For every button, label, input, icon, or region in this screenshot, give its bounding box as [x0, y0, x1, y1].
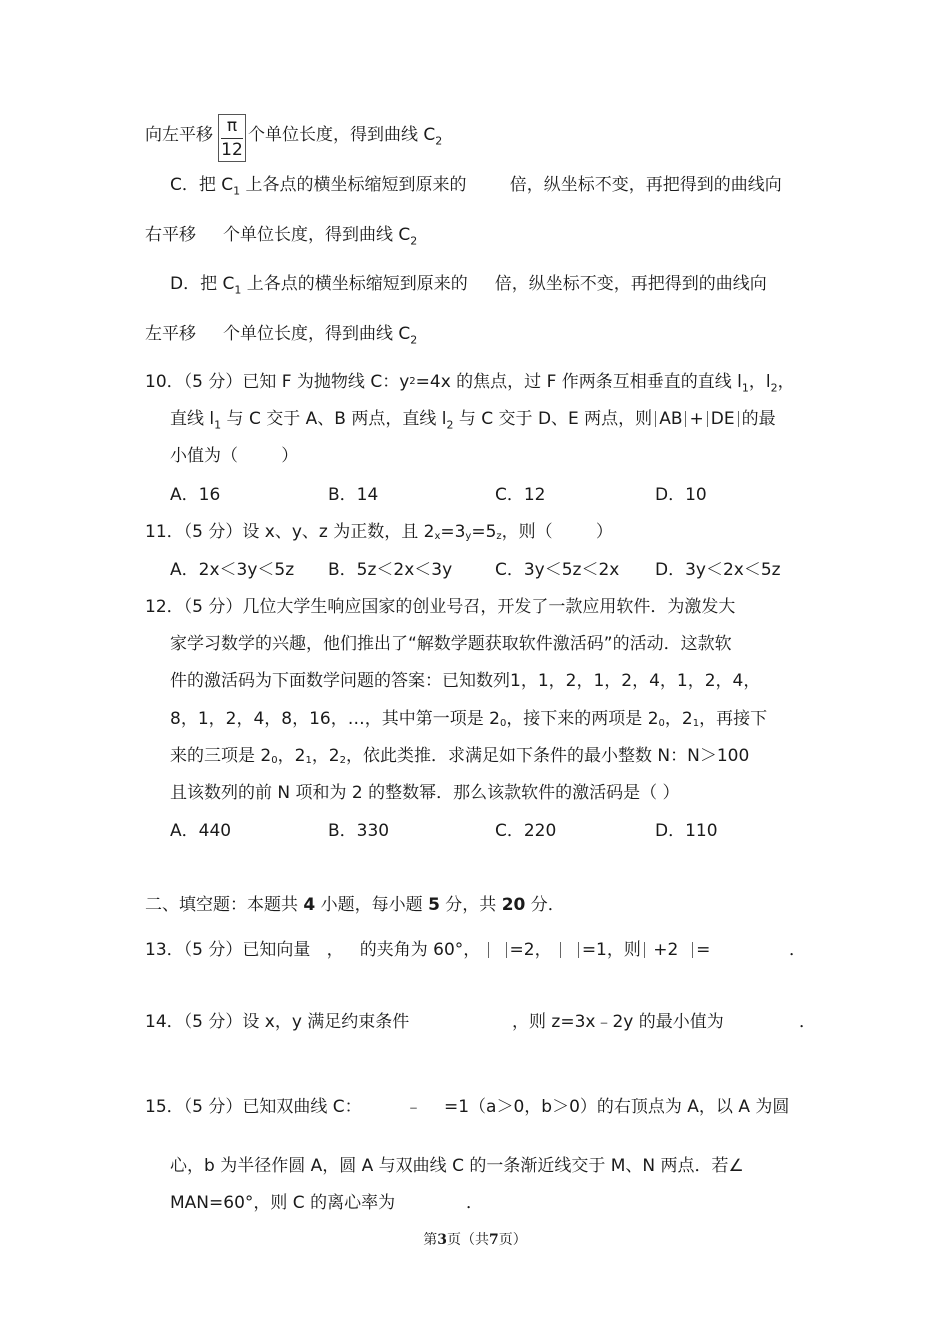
text: 20	[501, 895, 526, 915]
page-total: 7	[489, 1232, 499, 1248]
text: =5	[471, 522, 497, 542]
text: ，2	[664, 709, 693, 729]
text: =	[696, 940, 711, 960]
exponent: 0	[499, 718, 507, 729]
text: 直线 l	[170, 409, 215, 429]
text: =4x 的焦点，过 F 作两条互相垂直的直线 l	[415, 372, 742, 392]
abs-bar	[685, 411, 686, 427]
exponent: 0	[271, 755, 278, 766]
q14-stem: 14．（5 分）设 x，y 满足约束条件	[145, 1012, 410, 1032]
q11-option-b: B．5z＜2x＜3y	[328, 560, 453, 580]
option-c-line1	[170, 174, 782, 196]
text: AB	[659, 409, 683, 429]
option-d-line1	[170, 273, 767, 295]
abs-bar	[488, 942, 489, 958]
text: 分，共	[439, 895, 502, 915]
option-b-line2	[145, 124, 213, 146]
text: ，依此类推．求满足如下条件的最小整数 N：N＞100	[346, 746, 750, 766]
fraction-bar	[221, 138, 243, 139]
text: 来的三项是 2	[170, 746, 272, 766]
text: 上各点的横坐标缩短到原来的 倍，纵坐标不变，再把得到的曲线向	[241, 274, 767, 294]
text: =1，则	[581, 940, 641, 960]
text: ，则（ ）	[501, 522, 613, 542]
abs-bar	[738, 411, 739, 427]
text: 分．	[525, 895, 565, 915]
q15-minus: ﹣	[405, 1097, 422, 1117]
subscript: 1	[741, 381, 749, 395]
exponent: z	[496, 531, 502, 542]
superscript: 2	[409, 376, 416, 387]
q12-line3: 件的激活码为下面数学问题的答案：已知数列1，1，2，1，2，4，1，2，4，	[170, 671, 761, 691]
exponent: 2	[339, 755, 347, 766]
exponent: y	[465, 531, 472, 542]
subscript: 2	[410, 333, 418, 347]
q11-option-a: A．2x＜3y＜5z	[170, 560, 295, 580]
text: ，接下来的两项是 2	[506, 709, 659, 729]
text: =2，	[509, 940, 552, 960]
q15-line1a: 15．（5 分）已知双曲线 C：	[145, 1097, 362, 1117]
fraction-numerator: π	[226, 116, 238, 136]
text: 13．（5 分）已知向量 ， 的夹角为 60°，	[145, 940, 481, 960]
text: DE	[710, 409, 735, 429]
text: 小题，每小题	[315, 895, 429, 915]
text: 向左平移	[145, 125, 213, 145]
page-footer	[0, 1229, 950, 1249]
subscript: 1	[234, 283, 242, 297]
text: ，l	[748, 372, 771, 392]
text: +	[689, 409, 704, 429]
q15-line1c: =1（a＞0，b＞0）的右顶点为 A，以 A 为圆	[444, 1097, 790, 1117]
text: 与 C 交于 D、E 两点，则	[453, 409, 653, 429]
q12-option-d: D．110	[655, 821, 718, 841]
subscript: 1	[214, 418, 222, 432]
text: ，再接下	[699, 709, 768, 729]
q14-stem-rest: ，则 z=3x﹣2y 的最小值为	[512, 1012, 724, 1032]
abs-bar	[560, 942, 561, 958]
text: 11．（5 分）设 x、y、z 为正数，且 2	[145, 522, 435, 542]
q10-option-d: D．10	[655, 485, 707, 505]
option-d-line2	[145, 323, 417, 345]
subscript: 2	[410, 234, 418, 248]
q12-line6: 且该数列的前 N 项和为 2 的整数幂．那么该款软件的激活码是（ ）	[170, 783, 680, 803]
q11-option-d: D．3y＜2x＜5z	[655, 560, 781, 580]
fraction-pi-over-12	[218, 114, 246, 162]
q10-line3	[170, 445, 298, 467]
q15-end: ．	[466, 1193, 483, 1213]
subscript: 2	[435, 134, 443, 148]
text: 小值为（ ）	[170, 446, 299, 466]
q11-stem	[145, 521, 613, 546]
q10-option-a: A．16	[170, 485, 221, 505]
q14-end: ．	[799, 1012, 816, 1032]
page-number: 3	[437, 1232, 447, 1248]
q12-line2: 家学习数学的兴趣，他们推出了“解数学题获取软件激活码”的活动．这款软	[170, 634, 732, 654]
text: ，	[777, 372, 795, 392]
abs-bar	[644, 942, 645, 958]
q12-option-b: B．330	[328, 821, 390, 841]
abs-bar	[707, 411, 708, 427]
text: 第	[423, 1232, 438, 1248]
abs-bar	[692, 942, 693, 958]
q15-line2: 心，b 为半径作圆 A，圆 A 与双曲线 C 的一条渐近线交于 M、N 两点．若∠	[170, 1156, 744, 1176]
subscript: 2	[770, 381, 778, 395]
section-heading	[145, 894, 565, 916]
option-c-line2	[145, 224, 417, 246]
q12-option-a: A．440	[170, 821, 232, 841]
text: D．把 C	[170, 274, 235, 294]
q12-line1: 12．（5 分）几位大学生响应国家的创业号召，开发了一款应用软件．为激发大	[145, 597, 736, 617]
exponent: 0	[658, 718, 665, 729]
q10-line2	[170, 408, 776, 430]
text: 二、填空题：本题共	[145, 895, 304, 915]
q13-stem	[145, 939, 710, 961]
q10-line1	[145, 371, 795, 396]
text: 上各点的横坐标缩短到原来的 倍，纵坐标不变，再把得到的曲线向	[240, 175, 782, 195]
abs-bar	[506, 942, 507, 958]
q12-line4	[170, 708, 767, 733]
text: =3	[440, 522, 466, 542]
text: 的最	[741, 409, 776, 429]
subscript: 2	[446, 418, 454, 432]
text: ，2	[311, 746, 340, 766]
q12-option-c: C．220	[495, 821, 557, 841]
text: ，2	[277, 746, 306, 766]
text: 左平移 个单位长度，得到曲线 C	[145, 324, 411, 344]
text: 右平移 个单位长度，得到曲线 C	[145, 225, 411, 245]
q10-option-b: B．14	[328, 485, 379, 505]
text: 8，1，2，4，8，16，…，其中第一项是 2	[170, 709, 500, 729]
q13-end: ．	[789, 940, 806, 960]
q12-line5	[170, 745, 749, 770]
abs-bar	[578, 942, 579, 958]
text: 与 C 交于 A、B 两点，直线 l	[221, 409, 447, 429]
abs-bar	[655, 411, 656, 427]
q10-option-c: C．12	[495, 485, 546, 505]
text: C．把 C	[170, 175, 234, 195]
exponent: 1	[692, 718, 700, 729]
text: +2	[653, 940, 690, 960]
text: 页）	[498, 1232, 527, 1248]
q11-option-c: C．3y＜5z＜2x	[495, 560, 620, 580]
text: 4	[303, 895, 316, 915]
text: 个单位长度，得到曲线 C	[248, 125, 436, 145]
text: 5	[428, 895, 440, 915]
subscript: 1	[233, 184, 241, 198]
text: 页（共	[447, 1232, 489, 1248]
text: 10．（5 分）已知 F 为抛物线 C：y	[145, 372, 410, 392]
option-b-line2-rest	[248, 124, 442, 146]
fraction-denominator: 12	[221, 140, 243, 160]
exponent: 1	[305, 755, 312, 766]
exponent: x	[434, 531, 441, 542]
q15-line3: MAN=60°，则 C 的离心率为	[170, 1193, 396, 1213]
